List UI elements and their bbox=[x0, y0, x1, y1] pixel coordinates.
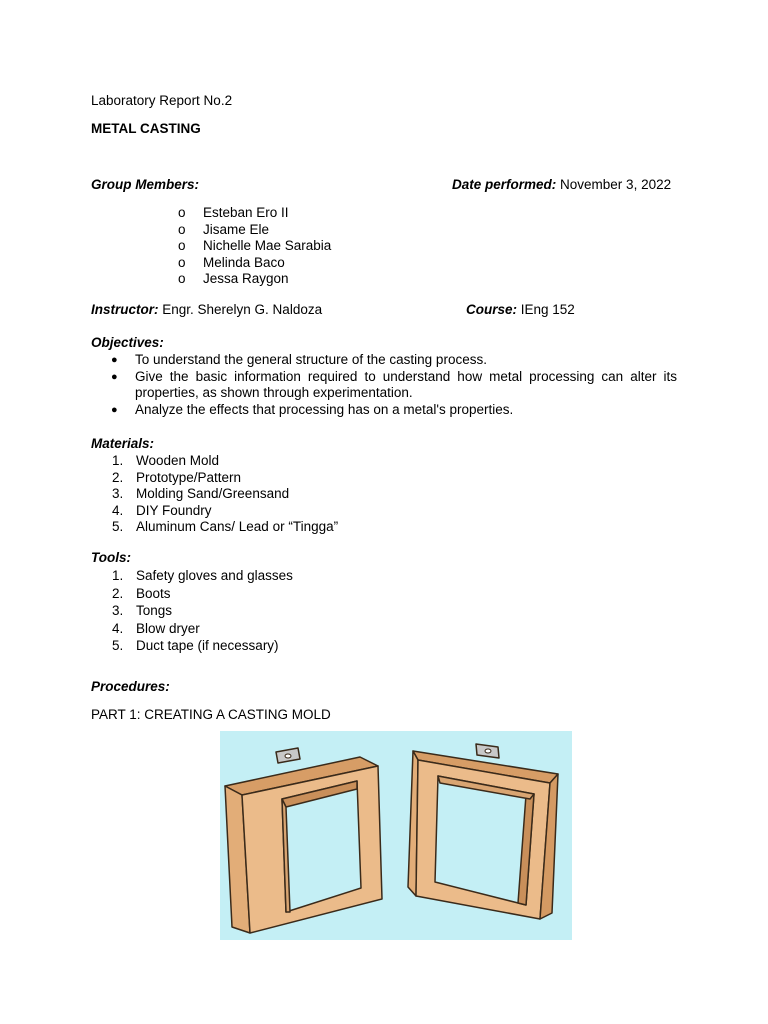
list-item: o Jessa Raygon bbox=[178, 271, 289, 286]
member-marker: o bbox=[178, 254, 186, 270]
course bbox=[466, 302, 575, 319]
member-marker: o bbox=[178, 238, 186, 253]
list-item: 2. Prototype/Pattern bbox=[112, 469, 242, 485]
member-marker: o bbox=[178, 221, 186, 237]
list-item: ● Give the basic information required to understand how metal processing can alter its properties, as shown through experimentation. bbox=[111, 368, 677, 400]
list-item: o Nichelle Mae Sarabia bbox=[178, 238, 332, 253]
group-members-label: Group Members: bbox=[91, 177, 200, 192]
course-value: IEng 152 bbox=[517, 302, 575, 317]
date-label: Date performed: bbox=[452, 177, 557, 192]
course-label: Course: bbox=[466, 302, 518, 317]
wooden-mold-figure bbox=[220, 731, 572, 940]
tools-label: Tools: bbox=[91, 550, 131, 565]
list-item: 2. Boots bbox=[112, 585, 171, 601]
wooden-mold-frames-icon bbox=[220, 731, 572, 940]
list-item: o Esteban Ero II bbox=[178, 205, 289, 220]
list-item: 3. Tongs bbox=[112, 603, 173, 618]
members-list bbox=[178, 205, 331, 288]
date-performed bbox=[452, 177, 671, 194]
list-item: 4. DIY Foundry bbox=[112, 502, 212, 518]
procedures-label: Procedures: bbox=[91, 679, 170, 694]
tools-list bbox=[112, 567, 293, 655]
bullet-marker: ● bbox=[111, 403, 118, 416]
bullet-marker: ● bbox=[111, 370, 118, 383]
right-frame bbox=[408, 744, 558, 919]
list-item: 3. Molding Sand/Greensand bbox=[112, 486, 290, 501]
member-marker: o bbox=[178, 205, 186, 220]
list-item: 1. Wooden Mold bbox=[112, 453, 220, 468]
list-item: 4. Blow dryer bbox=[112, 620, 200, 636]
bullet-marker: ● bbox=[111, 354, 118, 366]
report-title: Laboratory Report No.2 bbox=[91, 93, 233, 108]
objectives-list bbox=[110, 352, 677, 418]
part1-heading: PART 1: CREATING A CASTING MOLD bbox=[91, 707, 331, 722]
list-item: 5. Duct tape (if necessary) bbox=[112, 638, 279, 653]
list-item: 1. Safety gloves and glasses bbox=[112, 568, 293, 583]
list-item: ● To understand the general structure of the casting process. bbox=[111, 352, 487, 367]
instructor bbox=[91, 302, 322, 319]
materials-list bbox=[112, 453, 338, 536]
instructor-value: Engr. Sherelyn G. Naldoza bbox=[158, 302, 323, 317]
list-item: o Jisame Ele bbox=[178, 221, 270, 237]
objectives-label: Objectives: bbox=[91, 335, 164, 350]
date-value: November 3, 2022 bbox=[556, 177, 672, 192]
list-item: o Melinda Baco bbox=[178, 254, 285, 270]
member-marker: o bbox=[178, 271, 186, 286]
list-item: 5. Aluminum Cans/ Lead or “Tingga” bbox=[112, 519, 339, 534]
experiment-title: METAL CASTING bbox=[91, 121, 201, 136]
list-item: ● Analyze the effects that processing has on a metal's properties. bbox=[111, 401, 514, 417]
left-frame bbox=[225, 748, 382, 933]
instructor-label: Instructor: bbox=[91, 302, 159, 317]
materials-label: Materials: bbox=[91, 436, 155, 451]
